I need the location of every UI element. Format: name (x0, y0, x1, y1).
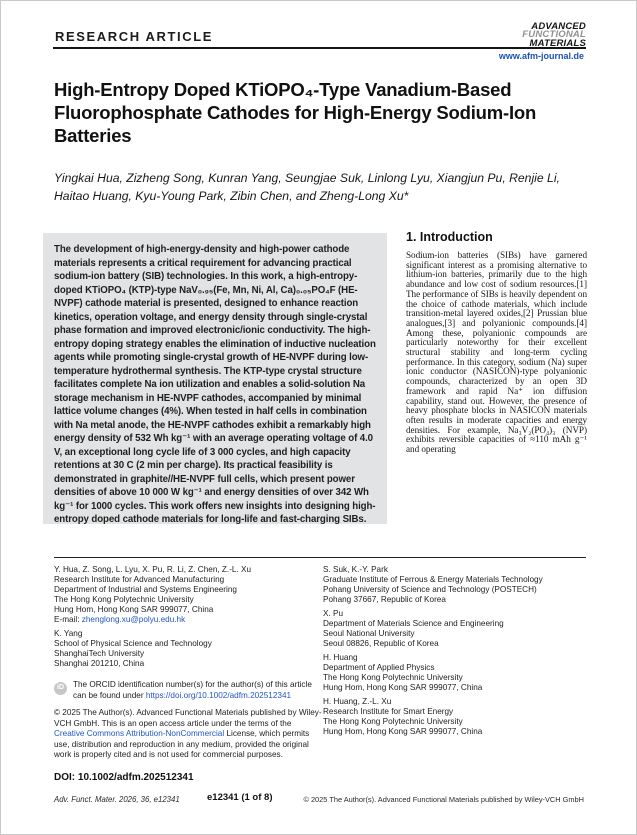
journal-url-link[interactable]: www.afm-journal.de (498, 51, 584, 61)
journal-logo (522, 20, 586, 49)
logo-line-materials: MATERIALS (529, 37, 586, 49)
affiliation-names: Y. Hua, Z. Song, L. Lyu, X. Pu, R. Li, Z. Chen, Z.-L. Xu (54, 565, 252, 574)
affiliation-line: Graduate Institute of Ferrous & Energy Materials Technology (323, 575, 543, 584)
affiliation-group (323, 697, 587, 737)
doi-line: DOI: 10.1002/adfm.202512341 (54, 771, 194, 783)
affiliation-line: Department of Materials Science and Engineering (323, 619, 504, 628)
affiliation-line: The Hong Kong Polytechnic University (323, 717, 463, 726)
logo-line-functional: FUNCTIONAL (522, 29, 586, 40)
affiliation-group (54, 629, 320, 669)
affiliation-names: H. Huang, Z.-L. Xu (323, 697, 392, 706)
affiliation-names: H. Huang (323, 653, 358, 662)
footer-copyright: © 2025 The Author(s). Advanced Functional Materials published by Wiley-VCH GmbH (303, 795, 584, 804)
affiliation-line: Pohang University of Science and Technology (POSTECH) (323, 585, 537, 594)
orcid-note (54, 680, 322, 701)
abstract-box (43, 233, 387, 524)
email-link[interactable]: zhenglong.xu@polyu.edu.hk (81, 615, 186, 624)
affiliation-group (54, 565, 320, 625)
license-note (54, 708, 324, 761)
affiliation-group (323, 565, 587, 605)
email-line (54, 615, 320, 625)
logo-line-advanced: ADVANCED (531, 20, 586, 32)
orcid-icon: iD (54, 682, 67, 695)
affiliation-line: Department of Applied Physics (323, 663, 435, 672)
header (53, 19, 586, 49)
affiliation-line: Hung Hom, Hong Kong SAR 999077, China (54, 605, 214, 614)
page-title: High-Entropy Doped KTiOPO₄-Type Vanadium-Based Fluorophosphate Cathodes for High-Energy Sodium-Ion Batteries (54, 79, 537, 146)
affiliation-names: S. Suk, K.-Y. Park (323, 565, 388, 574)
author-list: Yingkai Hua, Zizheng Song, Kunran Yang, Seungjae Suk, Linlong Lyu, Xiangjun Pu, Renjie Li, Haitao Huang, Kyu-Young Park, Zibin Chen, and Zheng-Long Xu* (54, 171, 560, 204)
footer-page-number: e12341 (1 of 8) (207, 792, 273, 803)
affiliation-group (323, 609, 587, 649)
affiliation-line: The Hong Kong Polytechnic University (54, 595, 194, 604)
affiliation-group (323, 653, 587, 693)
affiliation-line: Seoul National University (323, 629, 415, 638)
affiliation-line: Research Institute for Advanced Manufacturing (54, 575, 225, 584)
introduction-column (406, 230, 587, 559)
introduction-heading: 1. Introduction (406, 230, 493, 244)
license-text-pre: © 2025 The Author(s). Advanced Functional Materials published by Wiley-VCH GmbH. This is an open access article under the terms of the (54, 708, 322, 728)
orcid-text-prefix: The ORCID identification number(s) for the author(s) of this article can be found under (73, 680, 312, 700)
affiliation-line: Pohang 37667, Republic of Korea (323, 595, 446, 604)
affiliation-line: Hung Hom, Hong Kong SAR 999077, China (323, 727, 483, 736)
license-link[interactable]: Creative Commons Attribution-NonCommercial (54, 729, 225, 738)
introduction-body: Sodium-ion batteries (SIBs) have garnered significant interest as a promising alternative to lithium-ion batteries, primarily due to the high abundance and low cost of sodium resources.[1] The performance of SIBs is heavily dependent on the choice of cathode materials, which include transition-metal layered oxides,[2] Prussian blue analogues,[3] and polyanionic compounds.[4] Among these, polyanionic compounds are particularly noteworthy for their excellent structural stability and long-term cycling performance. In this category, sodium (Na) super ionic conductor (NASICON)-type polyanionic compounds, characterized by an open 3D framework and rapid Na⁺ ion diffusion capability, stand out. However, the presence of heavy phosphate blocks in NASICON materials often results in moderate capacities and energy densities. For example, Na₃V₂(PO₄)₃ (NVP) exhibits reversible capacities of ≈110 mAh g⁻¹ and operating (406, 250, 587, 455)
affiliation-line: Research Institute for Smart Energy (323, 707, 454, 716)
affiliation-line: Shanghai 201210, China (54, 659, 145, 668)
affiliation-line: The Hong Kong Polytechnic University (323, 673, 463, 682)
section-label: RESEARCH ARTICLE (55, 29, 214, 44)
affiliation-line: Seoul 08826, Republic of Korea (323, 639, 439, 648)
affiliation-names: K. Yang (54, 629, 83, 638)
affiliation-line: Hung Hom, Hong Kong SAR 999077, China (323, 683, 483, 692)
orcid-text (73, 680, 322, 701)
email-label: E-mail: (54, 615, 82, 624)
affiliation-line: Department of Industrial and Systems Engineering (54, 585, 237, 594)
affiliation-line: ShanghaiTech University (54, 649, 145, 658)
orcid-doi-link[interactable]: https://doi.org/10.1002/adfm.202512341 (145, 690, 292, 700)
footnote-divider (54, 557, 586, 558)
footer-citation: Adv. Funct. Mater. 2026, 36, e12341 (54, 795, 180, 804)
affiliations-left-column (54, 565, 320, 783)
license-text-post: License, which permits use, distribution and reproduction in any medium, provided the original work is properly cited and is not used for commercial purposes. (54, 729, 310, 759)
affiliation-line: School of Physical Science and Technology (54, 639, 212, 648)
affiliation-names: X. Pu (323, 609, 344, 618)
affiliations-right-column (323, 565, 587, 741)
abstract-text: The development of high-energy-density and high-power cathode materials represents a critical requirement for advancing practical sodium-ion battery (SIB) technologies. In this work, a high-entropy-doped KTiOPO₄ (KTP)-type NaV₀.₉₅(Fe, Mn, Ni, Al, Ca)₀.₀₅PO₄F (HE-NVPF) cathode material is presented, designed to enhance reaction kinetics, operation voltage, and energy density through single-crystal phase formation and improved electronic/ionic conductivity. The high-entropy doping strategy enables the elimination of inductive nucleation agents while promoting single-crystal growth of HE-NVPF during low-temperature hydrothermal synthesis. The KTP-type crystal structure facilitates complete Na ion utilization and enables a solid-solution Na storage mechanism in HE-NVPF cathodes, accompanied by minimal lattice volume changes (4%). When tested in half cells in combination with Na metal anode, the HE-NVPF cathodes exhibit a remarkably high energy density of 532 Wh kg⁻¹ with an average operating voltage of 4.0 V, an exceptional long cycle life of 3 000 cycles, and high capacity retentions at 30 C (2 min per charge). Its practical feasibility is demonstrated in graphite//HE-NVPF full cells, which present power densities of above 10 000 W kg⁻¹ and energy densities of over 342 Wh kg⁻¹ for 1000 cycles. This work offers new insights into designing high-entropy doped cathode materials for long-life and fast-charging SIBs. (54, 244, 376, 525)
